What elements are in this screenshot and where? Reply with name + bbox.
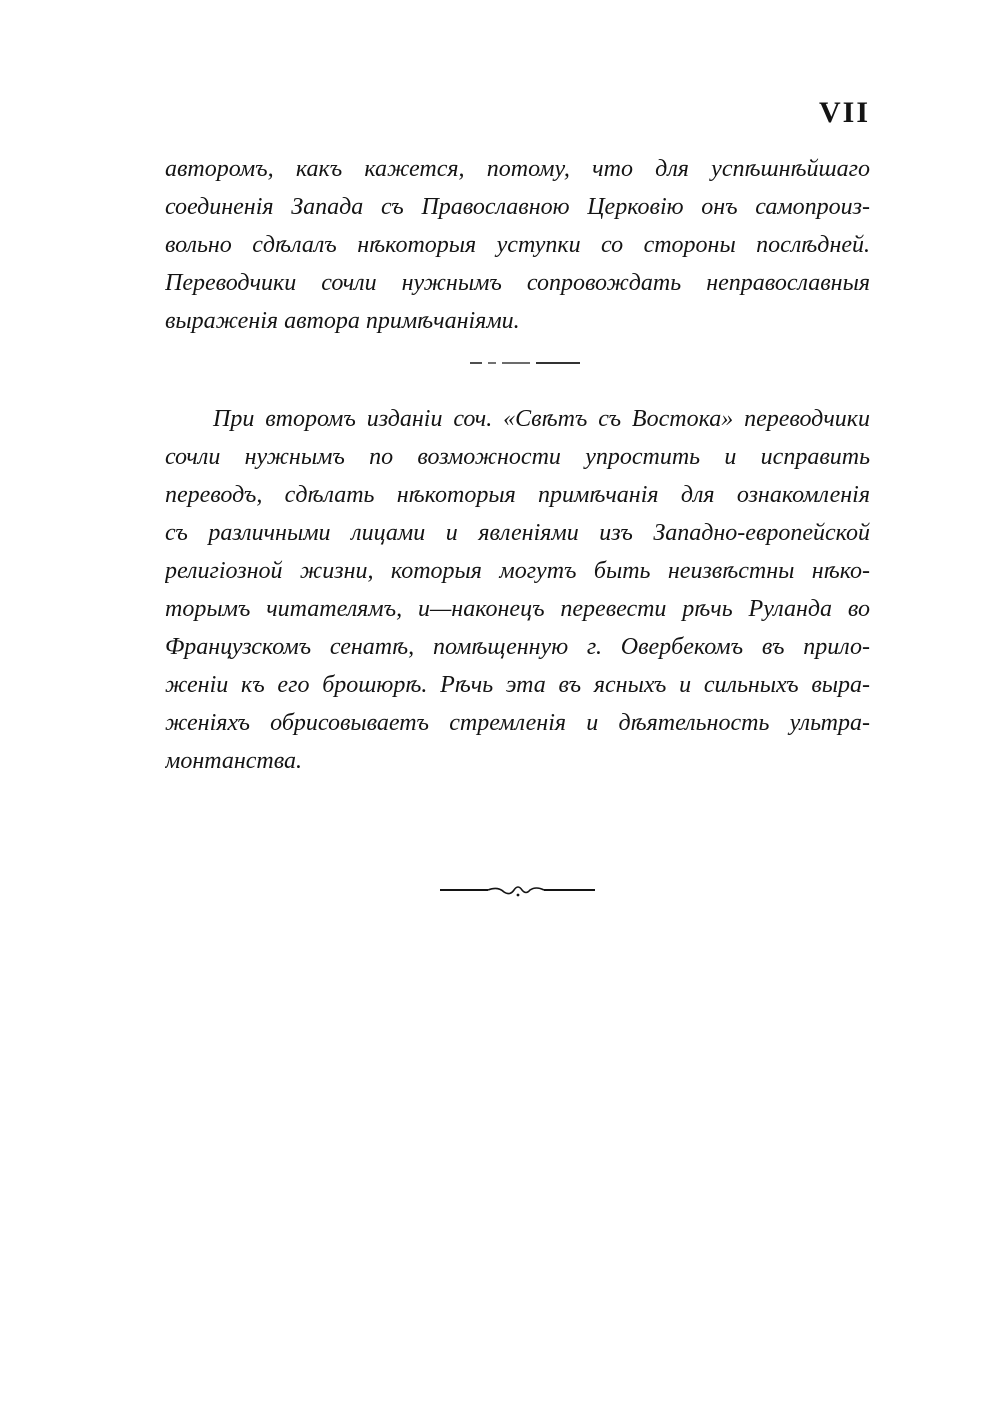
- text-line: женіи къ его брошюрѣ. Рѣчь эта въ ясныхъ и сильныхъ выра-: [165, 672, 870, 698]
- text-line: вольно сдѣлалъ нѣкоторыя уступки со стороны послѣдней.: [165, 232, 870, 258]
- text-line: религіозной жизни, которыя могутъ быть неизвѣстны нѣко-: [165, 558, 870, 584]
- text-line: съ различными лицами и явленіями изъ Западно-европейской: [165, 520, 870, 546]
- text-line: Переводчики сочли нужнымъ сопровождать неправославныя: [165, 270, 870, 296]
- text-line: торымъ читателямъ, и—наконецъ перевести рѣчь Руланда во: [165, 596, 870, 622]
- text-line: монтанства.: [165, 748, 302, 774]
- text-line: переводъ, сдѣлать нѣкоторыя примѣчанія для ознакомленія: [165, 482, 870, 508]
- paragraph-1: [165, 150, 870, 340]
- text-line: При второмъ изданіи соч. «Свѣтъ съ Востока» переводчики: [213, 406, 870, 432]
- text-line: Французскомъ сенатѣ, помѣщенную г. Овербекомъ въ прило-: [165, 634, 870, 660]
- text-line: выраженія автора примѣчаніями.: [165, 308, 520, 334]
- page-number: VII: [818, 96, 870, 129]
- text-line: женіяхъ обрисовываетъ стремленія и дѣятельность ультра-: [165, 710, 870, 736]
- text-line: соединенія Запада съ Православною Церковію онъ самопроиз-: [165, 194, 870, 220]
- separator-rule: [470, 360, 580, 366]
- end-ornament: [440, 880, 595, 900]
- text-line: сочли нужнымъ по возможности упростить и исправить: [165, 444, 870, 470]
- paragraph-2: [165, 400, 870, 780]
- text-line: авторомъ, какъ кажется, потому, что для успѣшнѣйшаго: [165, 156, 870, 182]
